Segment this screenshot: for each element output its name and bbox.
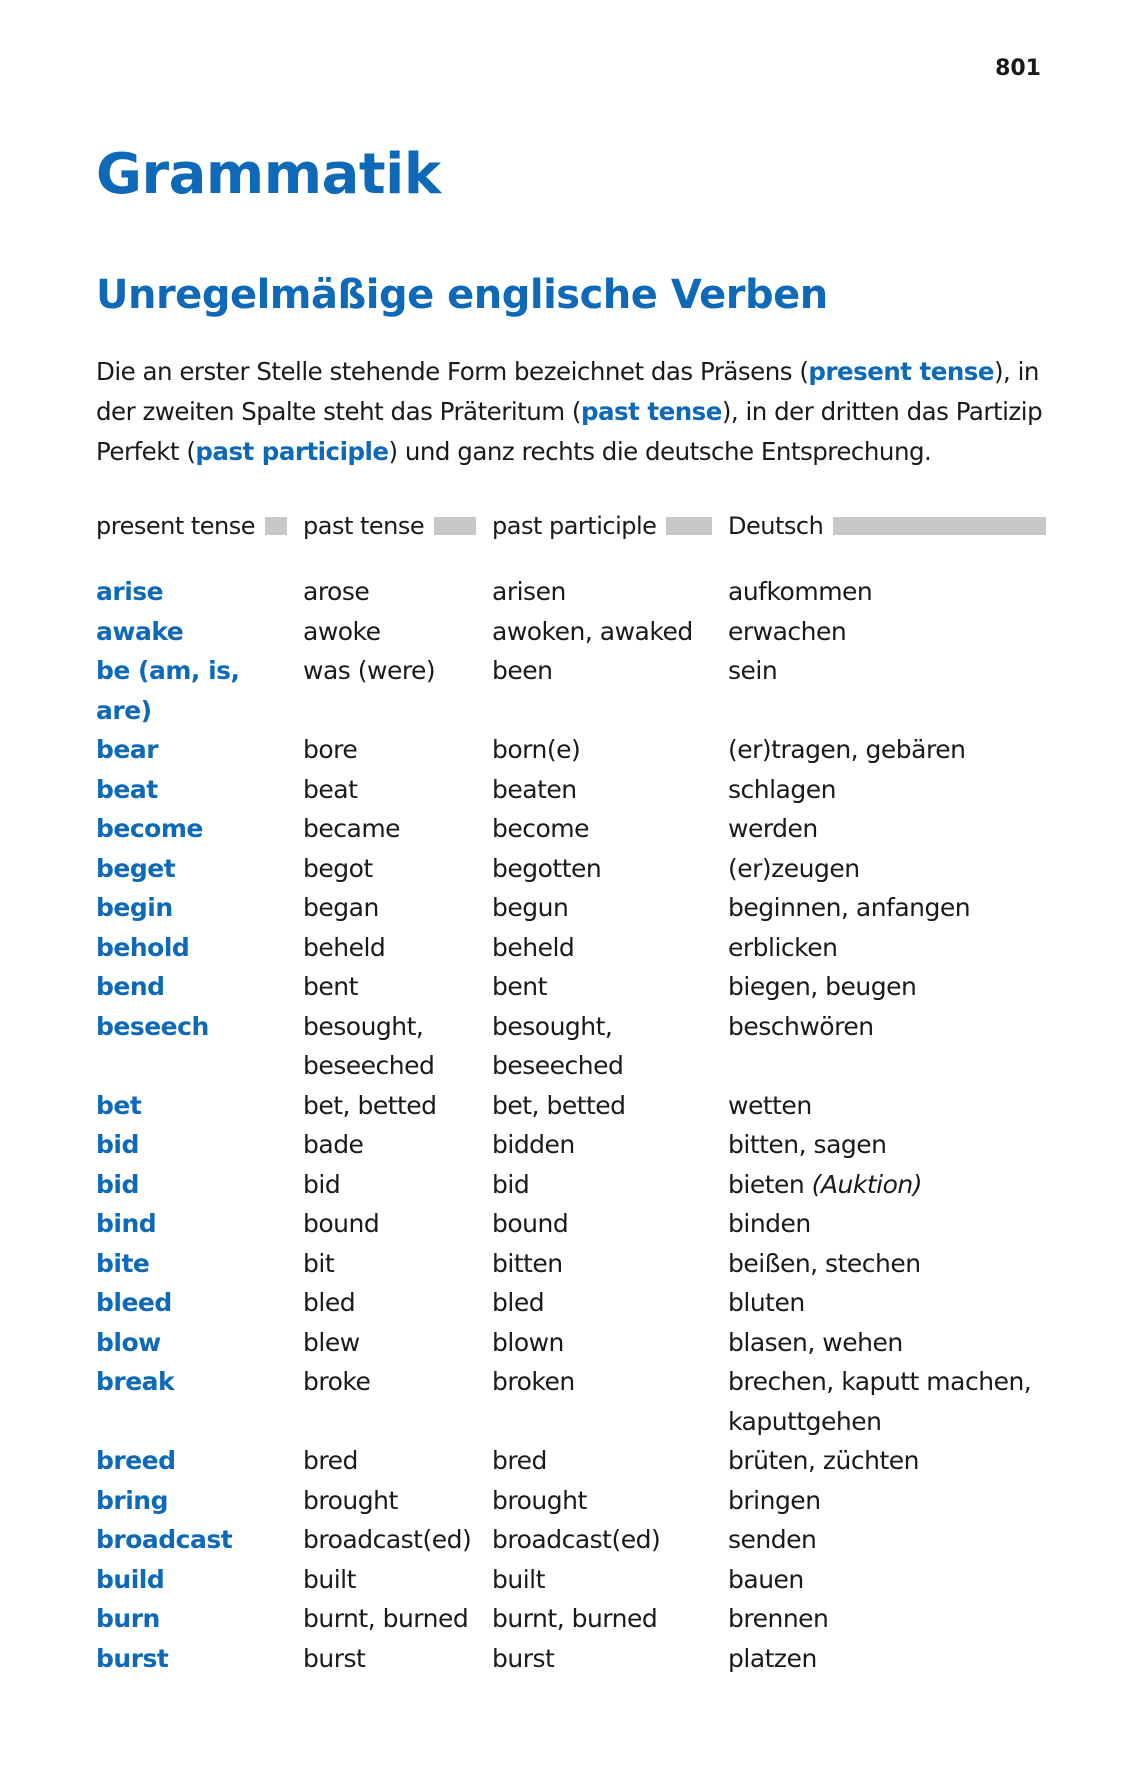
german-cell <box>728 1560 1046 1600</box>
header-past-tense-label: past tense <box>303 512 425 540</box>
past-participle-cell: built <box>492 1564 545 1594</box>
table-row <box>96 1599 1046 1639</box>
german-text: werden <box>728 814 818 843</box>
past-participle-cell: begun <box>492 893 569 922</box>
present-tense-cell: break <box>96 1367 175 1396</box>
german-cell <box>728 612 1046 652</box>
past-participle-cell: begotten <box>492 853 602 883</box>
present-tense-cell: begin <box>96 893 173 922</box>
german-cell <box>728 1639 1046 1679</box>
german-text: brennen <box>728 1604 829 1633</box>
present-tense-cell: bet <box>96 1090 142 1120</box>
present-tense-cell: beget <box>96 853 176 883</box>
past-participle-cell: besought, beseeched <box>492 1011 624 1080</box>
past-participle-cell: bred <box>492 1446 547 1475</box>
german-cell <box>728 1204 1046 1244</box>
german-cell <box>728 770 1046 810</box>
past-participle-cell: arisen <box>492 577 566 606</box>
present-tense-cell: breed <box>96 1446 176 1475</box>
header-past-participle-label: past participle <box>492 512 657 540</box>
table-row <box>96 809 1046 849</box>
german-cell <box>728 1481 1046 1521</box>
german-text: bauen <box>728 1564 804 1594</box>
past-tense-cell: burst <box>303 1643 366 1673</box>
past-participle-cell: broadcast(ed) <box>492 1525 661 1554</box>
table-row <box>96 1165 1046 1205</box>
german-text: platzen <box>728 1643 817 1673</box>
table-row <box>96 849 1046 889</box>
past-participle-cell: bet, betted <box>492 1090 626 1120</box>
past-tense-cell: bore <box>303 735 358 764</box>
present-tense-cell: bid <box>96 1169 139 1199</box>
table-row <box>96 888 1046 928</box>
german-cell <box>728 1323 1046 1363</box>
present-tense-cell: become <box>96 814 203 843</box>
past-tense-cell: awoke <box>303 616 381 646</box>
past-tense-cell: bet, betted <box>303 1090 437 1120</box>
intro-text-4: ) und ganz rechts die deutsche Entsprechung. <box>388 437 932 466</box>
german-text: senden <box>728 1525 817 1554</box>
table-row <box>96 1560 1046 1600</box>
present-tense-cell: bleed <box>96 1288 172 1317</box>
past-tense-cell: bade <box>303 1130 364 1159</box>
german-text: bitten, sagen <box>728 1130 887 1159</box>
header-present-tense-label: present tense <box>96 512 256 540</box>
past-participle-cell: burst <box>492 1643 555 1673</box>
table-row <box>96 770 1046 810</box>
german-cell <box>728 651 1046 691</box>
past-tense-cell: brought <box>303 1485 398 1515</box>
table-row <box>96 730 1046 770</box>
intro-highlight-past-tense: past tense <box>580 397 722 426</box>
present-tense-cell: build <box>96 1564 165 1594</box>
table-row <box>96 1520 1046 1560</box>
past-participle-cell: beaten <box>492 774 577 804</box>
past-tense-cell: bred <box>303 1446 358 1475</box>
german-cell <box>728 1125 1046 1165</box>
intro-paragraph <box>96 352 1046 472</box>
german-text: beißen, stechen <box>728 1248 921 1278</box>
header-divider-bar <box>434 517 476 535</box>
past-tense-cell: built <box>303 1564 356 1594</box>
german-text: beschwören <box>728 1011 874 1041</box>
table-row <box>96 1323 1046 1363</box>
header-divider-bar <box>666 517 712 535</box>
header-german <box>728 512 1046 540</box>
past-participle-cell: blown <box>492 1327 564 1357</box>
past-participle-cell: bid <box>492 1169 530 1199</box>
past-participle-cell: bound <box>492 1209 569 1238</box>
present-tense-cell: burn <box>96 1604 160 1633</box>
past-tense-cell: beat <box>303 774 358 804</box>
table-row <box>96 928 1046 968</box>
header-divider-bar <box>265 517 287 535</box>
german-text: aufkommen <box>728 577 873 606</box>
table-row <box>96 612 1046 652</box>
german-text: bringen <box>728 1485 821 1515</box>
past-tense-cell: bit <box>303 1248 335 1278</box>
past-participle-cell: broken <box>492 1367 575 1396</box>
german-text: beginnen, anfangen <box>728 893 971 922</box>
present-tense-cell: be (am, is, are) <box>96 656 240 725</box>
german-text: brechen, kaputt machen, kaputtgehen <box>728 1367 1032 1436</box>
german-cell <box>728 1441 1046 1481</box>
past-participle-cell: awoken, awaked <box>492 616 693 646</box>
present-tense-cell: arise <box>96 577 164 606</box>
past-tense-cell: burnt, burned <box>303 1604 469 1633</box>
present-tense-cell: broadcast <box>96 1525 233 1554</box>
table-header <box>96 504 1046 548</box>
german-text: bieten <box>728 1169 812 1199</box>
table-row <box>96 1639 1046 1679</box>
table-row <box>96 967 1046 1007</box>
present-tense-cell: bring <box>96 1485 168 1515</box>
german-text: erwachen <box>728 616 847 646</box>
present-tense-cell: bear <box>96 735 159 764</box>
past-participle-cell: become <box>492 814 590 843</box>
table-row <box>96 1441 1046 1481</box>
table-row <box>96 651 1046 730</box>
intro-text-2: ), in der zweiten Spalte steht das Präteritum ( <box>96 357 1039 426</box>
german-text: blasen, wehen <box>728 1327 903 1357</box>
header-present-tense <box>96 512 303 540</box>
german-cell <box>728 730 1046 770</box>
table-row <box>96 1244 1046 1284</box>
past-participle-cell: bidden <box>492 1130 575 1159</box>
present-tense-cell: bid <box>96 1130 139 1159</box>
table-row <box>96 1007 1046 1086</box>
past-participle-cell: bled <box>492 1288 545 1317</box>
page-title: Grammatik <box>96 142 441 207</box>
intro-text-1: Die an erster Stelle stehende Form bezeichnet das Präsens ( <box>96 357 809 386</box>
german-text: binden <box>728 1209 811 1238</box>
past-tense-cell: bent <box>303 972 358 1001</box>
present-tense-cell: bind <box>96 1209 157 1238</box>
section-title: Unregelmäßige englische Verben <box>96 272 828 318</box>
table-row <box>96 1481 1046 1521</box>
german-cell <box>728 1007 1046 1047</box>
table-body <box>96 572 1046 1678</box>
german-cell <box>728 1362 1046 1441</box>
past-tense-cell: begot <box>303 853 373 883</box>
past-participle-cell: brought <box>492 1485 587 1515</box>
german-text: bluten <box>728 1288 805 1317</box>
past-tense-cell: besought, beseeched <box>303 1011 435 1080</box>
table-row <box>96 1362 1046 1441</box>
german-cell <box>728 809 1046 849</box>
german-text: brüten, züchten <box>728 1446 919 1475</box>
present-tense-cell: burst <box>96 1643 169 1673</box>
past-tense-cell: arose <box>303 577 370 606</box>
past-participle-cell: beheld <box>492 932 575 962</box>
german-cell <box>728 1520 1046 1560</box>
german-cell <box>728 928 1046 968</box>
past-participle-cell: burnt, burned <box>492 1604 658 1633</box>
german-cell <box>728 1244 1046 1284</box>
german-text: wetten <box>728 1090 812 1120</box>
past-tense-cell: began <box>303 893 379 922</box>
german-cell <box>728 888 1046 928</box>
german-cell <box>728 1086 1046 1126</box>
past-tense-cell: became <box>303 814 401 843</box>
german-text: (er)tragen, gebären <box>728 735 966 764</box>
german-cell <box>728 1165 1046 1205</box>
past-tense-cell: broke <box>303 1367 371 1396</box>
german-cell <box>728 849 1046 889</box>
page-number: 801 <box>995 56 1041 81</box>
present-tense-cell: blow <box>96 1327 161 1357</box>
past-tense-cell: bid <box>303 1169 341 1199</box>
past-tense-cell: was (were) <box>303 656 436 685</box>
past-tense-cell: bound <box>303 1209 380 1238</box>
past-tense-cell: bled <box>303 1288 356 1317</box>
header-past-tense <box>303 512 492 540</box>
german-cell <box>728 1599 1046 1639</box>
table-row <box>96 1086 1046 1126</box>
intro-text-3: ), in der dritten das Partizip Perfekt ( <box>96 397 1043 466</box>
german-text: schlagen <box>728 774 836 804</box>
past-tense-cell: broadcast(ed) <box>303 1525 472 1554</box>
table-row <box>96 1125 1046 1165</box>
past-participle-cell: been <box>492 656 553 685</box>
german-text: sein <box>728 656 778 685</box>
intro-highlight-present-tense: present tense <box>808 357 994 386</box>
past-participle-cell: bitten <box>492 1248 563 1278</box>
present-tense-cell: bend <box>96 972 165 1001</box>
intro-highlight-past-participle: past participle <box>195 437 389 466</box>
past-participle-cell: bent <box>492 972 547 1001</box>
header-german-label: Deutsch <box>728 512 824 540</box>
table-row <box>96 1283 1046 1323</box>
german-text: erblicken <box>728 932 838 962</box>
past-tense-cell: blew <box>303 1327 360 1357</box>
past-tense-cell: beheld <box>303 932 386 962</box>
past-participle-cell: born(e) <box>492 735 581 764</box>
present-tense-cell: beseech <box>96 1011 209 1041</box>
verb-table <box>96 504 1046 1678</box>
german-note: (Auktion) <box>811 1169 922 1199</box>
present-tense-cell: behold <box>96 932 190 962</box>
header-past-participle <box>492 512 728 540</box>
german-cell <box>728 1283 1046 1323</box>
present-tense-cell: bite <box>96 1248 150 1278</box>
present-tense-cell: beat <box>96 774 158 804</box>
german-cell <box>728 967 1046 1007</box>
present-tense-cell: awake <box>96 616 184 646</box>
german-text: biegen, beugen <box>728 972 917 1001</box>
german-cell <box>728 572 1046 612</box>
table-row <box>96 572 1046 612</box>
header-divider-bar <box>833 517 1046 535</box>
table-row <box>96 1204 1046 1244</box>
german-text: (er)zeugen <box>728 853 860 883</box>
